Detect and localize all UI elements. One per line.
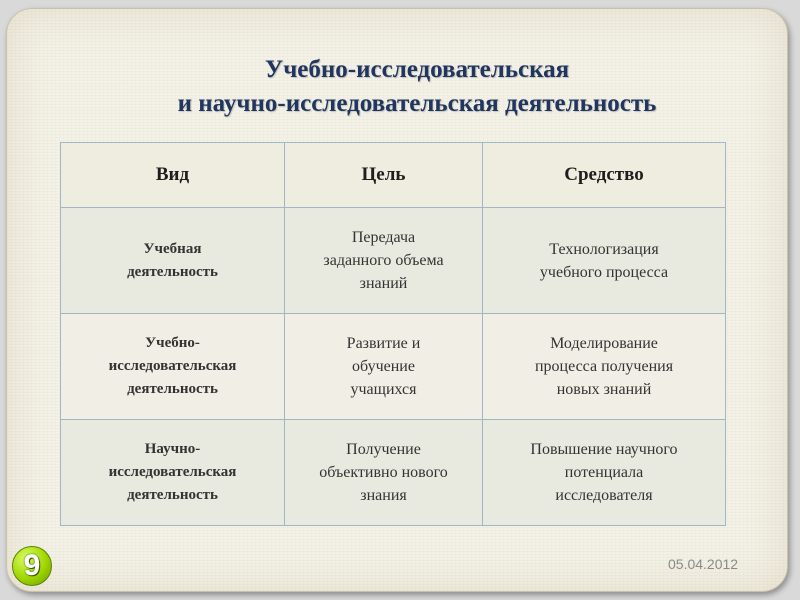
table-row (61, 314, 726, 420)
slide-title (77, 53, 757, 121)
cell-text: новых знаний (556, 381, 652, 398)
cell-text: Учебно- (145, 335, 200, 351)
cell-goal (285, 314, 483, 420)
cell-kind (61, 208, 285, 314)
header-goal: Цель (285, 143, 483, 208)
cell-text: деятельность (127, 487, 218, 503)
cell-means (483, 314, 726, 420)
cell-text: Повышение научного (530, 441, 678, 458)
cell-text: заданного объема (323, 252, 444, 269)
cell-goal (285, 420, 483, 526)
activity-table (60, 142, 726, 526)
cell-text: объективно нового (319, 464, 448, 481)
cell-kind (61, 420, 285, 526)
cell-text: деятельность (127, 381, 218, 397)
table-header-row (61, 143, 726, 208)
cell-text: Научно- (144, 441, 201, 457)
cell-text: знания (360, 487, 407, 504)
cell-means (483, 420, 726, 526)
title-line-2: и научно-исследовательская деятельность (177, 90, 657, 117)
cell-text: Учебная (143, 240, 202, 257)
cell-text: исследовательская (108, 358, 237, 374)
cell-text: учащихся (350, 381, 417, 398)
header-means: Средство (483, 143, 726, 208)
cell-text: потенциала (564, 464, 644, 481)
title-line-1: Учебно-исследовательская (264, 56, 570, 83)
cell-text: Получение (346, 441, 421, 458)
cell-kind (61, 314, 285, 420)
cell-text: Передача (351, 229, 416, 246)
cell-text: учебного процесса (539, 263, 669, 281)
cell-text: обучение (352, 358, 415, 375)
cell-text: исследователя (555, 487, 653, 504)
table-row (61, 208, 726, 314)
cell-text: знаний (359, 275, 408, 292)
table-row (61, 420, 726, 526)
slide-date: 05.04.2012 (668, 556, 739, 572)
cell-goal (285, 208, 483, 314)
header-kind: Вид (61, 143, 285, 208)
cell-text: исследовательская (108, 464, 237, 480)
cell-text: Технологизация (549, 240, 659, 258)
cell-text: деятельность (127, 263, 218, 280)
cell-text: процесса получения (534, 358, 674, 375)
cell-text: Моделирование (550, 335, 658, 352)
slide-number-badge (12, 546, 52, 586)
cell-text: Развитие и (346, 335, 421, 352)
cell-means (483, 208, 726, 314)
slide-number: 9 (23, 549, 41, 582)
